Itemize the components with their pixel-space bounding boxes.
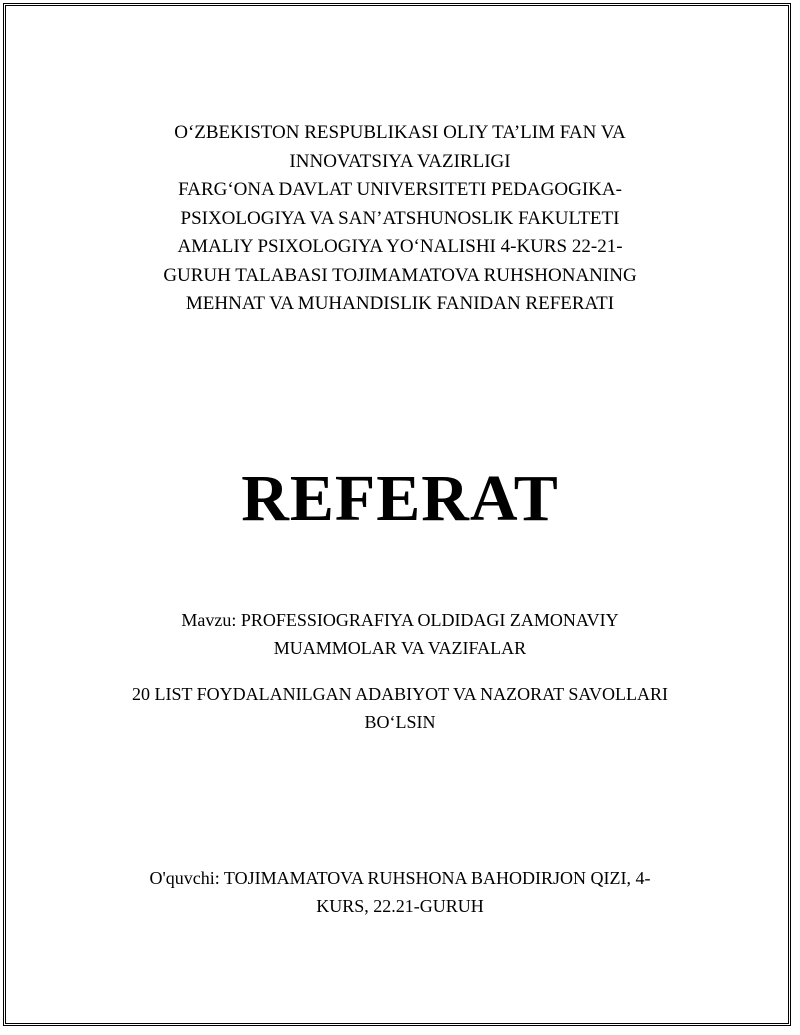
header-line: AMALIY PSIXOLOGIYA YO‘NALISHI 4-KURS 22-21- [177,236,623,257]
topic-section [0,606,800,662]
header-line: PSIXOLOGIYA VA SAN’ATSHUNOSLIK FAKULTETI [180,207,620,229]
note-line: BO‘LSIN [364,712,436,732]
header-line: MEHNAT VA MUHANDISLIK FANIDAN REFERATI [185,293,615,314]
student-line: KURS, 22.21-GURUH [316,896,484,916]
header-line: O‘ZBEKISTON RESPUBLIKASI OLIY TA’LIM FAN VA [174,122,626,143]
institution-header [0,119,800,319]
topic-line: Mavzu: PROFESSIOGRAFIYA OLDIDAGI ZAMONAVIY [181,610,619,630]
topic-line: MUAMMOLAR VA VAZIFALAR [273,638,527,658]
document-title: REFERAT [241,462,559,535]
header-line: FARG‘ONA DAVLAT UNIVERSITETI PEDAGOGIKA- [178,179,622,200]
header-line: GURUH TALABASI TOJIMAMATOVA RUHSHONANING [163,264,637,286]
header-line: INNOVATSIYA VAZIRLIGI [289,150,511,172]
student-info [0,864,800,920]
requirements-note [0,680,800,736]
note-line: 20 LIST FOYDALANILGAN ADABIYOT VA NAZORAT SAVOLLARI [131,684,669,704]
student-line: O'quvchi: TOJIMAMATOVA RUHSHONA BAHODIRJON QIZI, 4- [149,868,651,888]
